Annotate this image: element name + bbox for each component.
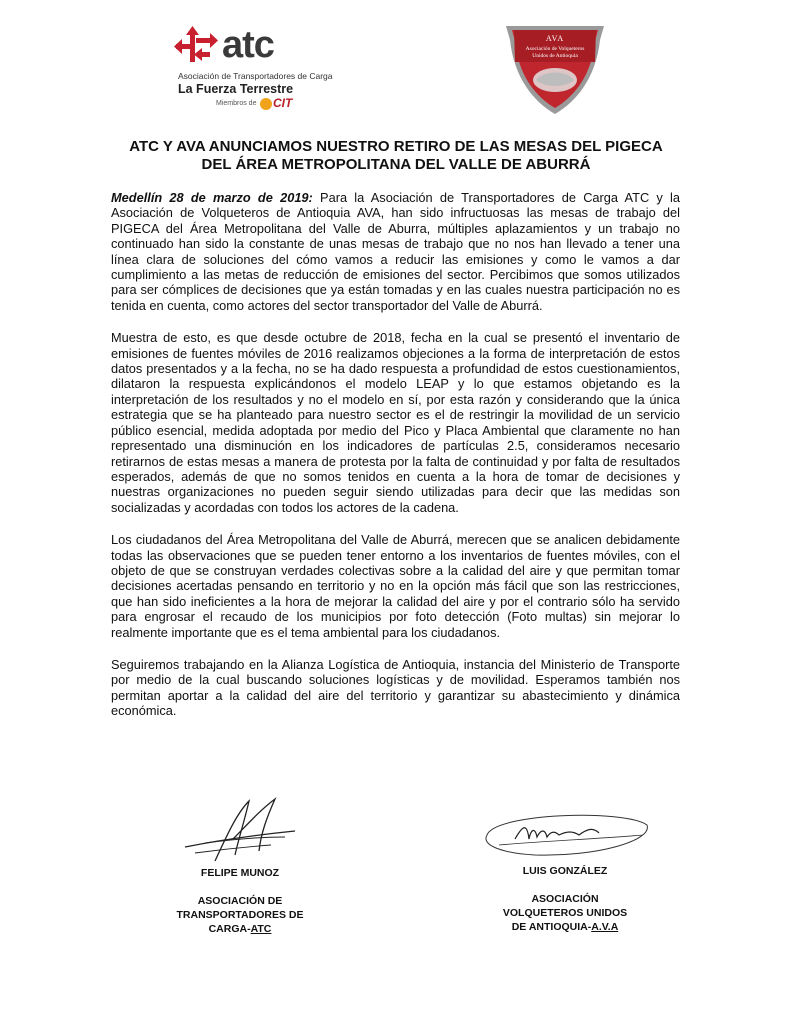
cit-swirl-icon [260, 98, 272, 110]
signature-felipe-munoz [175, 795, 305, 865]
document-body [111, 190, 680, 736]
atc-arrows-icon [174, 26, 218, 66]
ava-title: AVA [545, 34, 565, 43]
paragraph-2: Muestra de esto, es que desde octubre de 2018, fecha en la cual se presentó el inventario de emisiones de fuentes móviles de 2016 realizamos objeciones a la forma de interpretación de estos datos presentados y a la fecha, no se ha dado respuesta a profundidad de estos cuestionamientos, dilataron la respuesta explicándonos el modelo LEAP y lo que estamos objetando es la interpretación de los resultados y no el modelo en sí, por esta razón y considerando que la única estrategia que se ha planteado para nuestro sector es el de restringir la movilidad de un servicio público esencial, medida adoptada por medio del Pico y Placa Ambiental que claramente no han representado una disminución en los indicadores de partículas 2.5, consideramos necesario retirarnos de estas mesas a manera de protesta por la falta de continuidad y por falta de resultados esperados, además de que no somos tenidos en cuenta a la hora de tomar de decisiones y nuestras organizaciones no pueden seguir siendo utilizadas para decir que las medidas son socializadas y acordadas con todos los actores de la cadena. [111, 330, 680, 515]
signer-org-right-acronym: A.V.A [591, 921, 619, 933]
title-line-1: ATC Y AVA ANUNCIAMOS NUESTRO RETIRO DE LAS MESAS DEL PIGECA [129, 138, 663, 155]
atc-subtitle: Asociación de Transportadores de Carga [178, 71, 333, 81]
atc-wordmark: atc [222, 24, 274, 66]
document-title [80, 138, 712, 174]
signer-org-left-acronym: ATC [250, 923, 272, 935]
signer-name-left: FELIPE MUNOZ [200, 867, 280, 879]
paragraph-1 [111, 190, 680, 313]
signer-org-right-prefix: DE ANTIOQUIA- [511, 921, 592, 933]
paragraph-1-text: Para la Asociación de Transportadores de Carga ATC y la Asociación de Volqueteros de Antioquia AVA, han sido infructuosas las mesas de trabajo del PIGECA del Área Metropolitana del Valle de Aburra, múltiples aplazamientos y un trabajo no continuado han sido la constante de unas mesas de trabajo que no nos han llevado a tener una línea clara de soluciones del cómo vamos a reducir las emisiones y como le vamos a dar cumplimiento a las metas de reducción de emisiones del sector. Percibimos que somos utilizados para ser cómplices de decisiones que ya están tomadas y en las cuales nuestra participación no es tenida en cuenta, como actores del sector transportador del Valle de Aburrá. [111, 190, 680, 313]
paragraph-4: Seguiremos trabajando en la Alianza Logística de Antioquia, instancia del Ministerio de Transporte por medio de la cual buscando soluciones logísticas y de movilidad. Esperamos también nos permitan aportar a la calidad del aire del territorio y garantizar su abastecimiento y dinámica económica. [111, 656, 680, 719]
signer-org-left-prefix: CARGA- [208, 923, 251, 935]
signer-org-left-line2: TRANSPORTADORES DE [176, 909, 304, 921]
signer-org-right-line3 [470, 920, 660, 934]
ava-subtitle-line2: Unidos de Antioquia [532, 53, 578, 59]
cit-label: CIT [273, 96, 293, 110]
signer-org-left-line3 [155, 922, 325, 936]
signer-org-right [470, 892, 660, 934]
atc-members-label: Miembros de [216, 100, 257, 107]
paragraph-3: Los ciudadanos del Área Metropolitana del Valle de Aburrá, merecen que se analicen debidamente todas las observaciones que se pueden tener entorno a los inventarios de fuentes móviles, con el objeto de que se construyan verdades colectivas sobre a la calidad del aire y que permitan tomar decisiones acertadas pensando en territorio y no en la opción más fácil que son las restricciones, que han sido ineficientes a la hora de mejorar la calidad del aire y por el contrario sólo ha servido para engrosar el recaudo de los municipios por foto detección (Foto multas) sin mejorar lo realmente importante que es el tema ambiental para los ciudadanos. [111, 532, 680, 640]
signer-org-right-line1: ASOCIACIÓN [531, 893, 599, 905]
ava-subtitle-line1: Asociación de Volqueteros [525, 46, 585, 52]
atc-tagline: La Fuerza Terrestre [178, 82, 294, 96]
signature-luis-gonzalez [475, 805, 655, 863]
signer-org-left [155, 894, 325, 936]
signature-block-left [155, 795, 325, 936]
ava-logo [500, 18, 610, 118]
signature-block-right [470, 805, 660, 934]
cit-logo [260, 96, 292, 110]
dateline: Medellín 28 de marzo de 2019: [111, 190, 313, 205]
atc-logo [170, 24, 333, 112]
title-line-2: DEL ÁREA METROPOLITANA DEL VALLE DE ABURRÁ [201, 156, 591, 173]
signer-name-right: LUIS GONZÁLEZ [522, 865, 608, 877]
ava-shield-emblem [500, 18, 610, 118]
signer-org-left-line1: ASOCIACIÓN DE [197, 895, 283, 907]
signer-org-right-line2: VOLQUETEROS UNIDOS [502, 907, 628, 919]
